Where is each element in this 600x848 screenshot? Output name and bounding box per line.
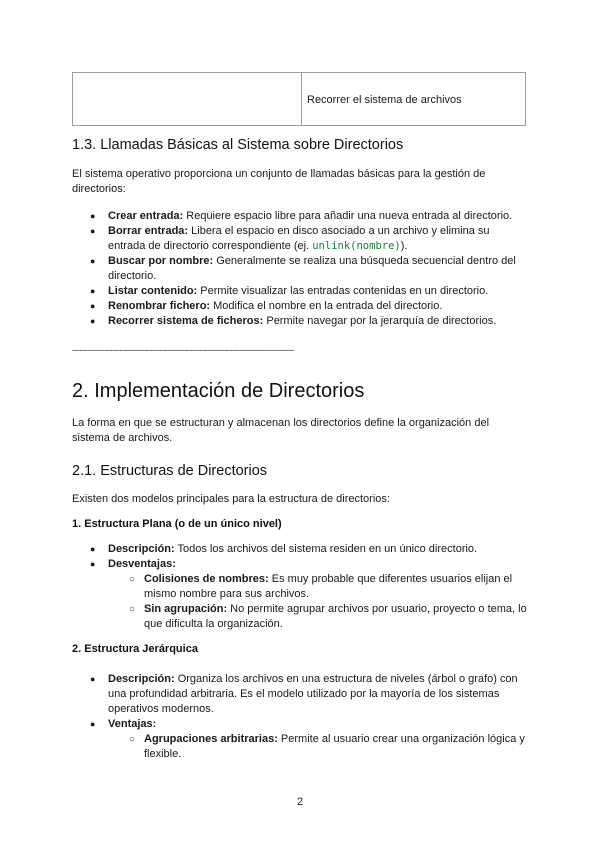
plana-list <box>72 542 528 632</box>
table-row <box>73 73 526 126</box>
bullet-icon: ● <box>90 256 96 266</box>
heading-estructura-jerarquica: 2. Estructura Jerárquica <box>72 643 198 655</box>
table-cell-empty <box>73 73 302 126</box>
item-term: Borrar entrada: <box>108 225 189 237</box>
circle-bullet-icon: ○ <box>129 574 136 585</box>
advantages-list <box>108 732 528 762</box>
list-item <box>72 572 528 602</box>
item-text: Permite visualizar las entradas contenidas en un directorio. <box>197 285 489 297</box>
list-item <box>72 209 528 224</box>
item-term: Descripción: <box>108 543 175 555</box>
item-term: Crear entrada: <box>108 210 184 222</box>
paragraph-2-1-intro: Existen dos modelos principales para la estructura de directorios: <box>72 493 390 505</box>
item-text: Es muy probable que diferentes usuarios elijan el mismo nombre para sus archivos. <box>144 573 513 600</box>
heading-2-1: 2.1. Estructuras de Directorios <box>72 463 268 479</box>
item-text: Requiere espacio libre para añadir una nueva entrada al directorio. <box>183 210 513 222</box>
inline-code: unlink(nombre) <box>312 240 401 252</box>
heading-estructura-plana: 1. Estructura Plana (o de un único nivel) <box>72 518 282 530</box>
bullet-icon: ● <box>90 544 96 554</box>
item-text: Permite navegar por la jerarquía de directorios. <box>263 315 497 327</box>
item-text: Modifica el nombre en la entrada del directorio. <box>210 300 443 312</box>
list-item <box>72 557 528 632</box>
item-text: Organiza los archivos en una estructura de niveles (árbol o grafo) con una profundidad arbitraria. Es el modelo utilizado por la mayoría de los sistemas operativos modernos. <box>108 673 518 715</box>
item-term: Desventajas: <box>108 558 176 570</box>
item-term: Renombrar fichero: <box>108 300 211 312</box>
item-text: Generalmente se realiza una búsqueda secuencial dentro del directorio. <box>108 255 516 282</box>
list-item <box>72 732 528 762</box>
bullet-icon: ● <box>90 559 96 569</box>
list-item <box>72 254 528 284</box>
circle-bullet-icon: ○ <box>129 604 136 615</box>
dashed-divider: ----------------------------------------------------------------------------------------- <box>72 345 295 355</box>
item-term: Listar contenido: <box>108 285 198 297</box>
list-item <box>72 314 528 329</box>
item-term: Buscar por nombre: <box>108 255 214 267</box>
list-item <box>72 717 528 762</box>
list-item <box>72 542 528 557</box>
item-term: Agrupaciones arbitrarias: <box>144 733 278 745</box>
item-term: Recorrer sistema de ficheros: <box>108 315 264 327</box>
item-text: No permite agrupar archivos por usuario, proyecto o tema, lo que dificulta la organización. <box>144 603 527 630</box>
list-item <box>72 299 528 314</box>
item-term: Descripción: <box>108 673 175 685</box>
paragraph-1-3-intro: El sistema operativo proporciona un conjunto de llamadas básicas para la gestión de directorios: <box>72 168 486 195</box>
item-text: Permite al usuario crear una organización lógica y flexible. <box>144 733 525 760</box>
list-item <box>72 672 528 717</box>
item-text-after: ). <box>400 240 408 252</box>
list-item <box>72 602 528 632</box>
page-number: 2 <box>296 796 304 808</box>
jerarquica-list <box>72 672 528 762</box>
item-term: Sin agrupación: <box>144 603 228 615</box>
bullet-icon: ● <box>90 226 96 236</box>
list-item <box>72 284 528 299</box>
list-item <box>72 224 528 254</box>
disadvantages-list <box>108 572 528 632</box>
continued-table <box>72 72 526 126</box>
heading-2: 2. Implementación de Directorios <box>72 380 365 402</box>
circle-bullet-icon: ○ <box>129 734 136 745</box>
item-text: Libera el espacio en disco asociado a un archivo y elimina su entrada de directorio correspondiente (ej. <box>108 225 490 252</box>
bullet-icon: ● <box>90 316 96 326</box>
bullet-icon: ● <box>90 719 96 729</box>
bullet-icon: ● <box>90 301 96 311</box>
item-term: Colisiones de nombres: <box>144 573 269 585</box>
syscall-list <box>72 209 528 329</box>
item-term: Ventajas: <box>108 718 157 730</box>
paragraph-2-intro: La forma en que se estructuran y almacenan los directorios define la organización del sistema de archivos. <box>72 417 490 444</box>
item-text: Todos los archivos del sistema residen en un único directorio. <box>174 543 478 555</box>
heading-1-3: 1.3. Llamadas Básicas al Sistema sobre Directorios <box>72 137 404 153</box>
table-cell-traverse: Recorrer el sistema de archivos <box>302 73 526 126</box>
bullet-icon: ● <box>90 211 96 221</box>
document-body <box>72 134 528 762</box>
bullet-icon: ● <box>90 674 96 684</box>
bullet-icon: ● <box>90 286 96 296</box>
